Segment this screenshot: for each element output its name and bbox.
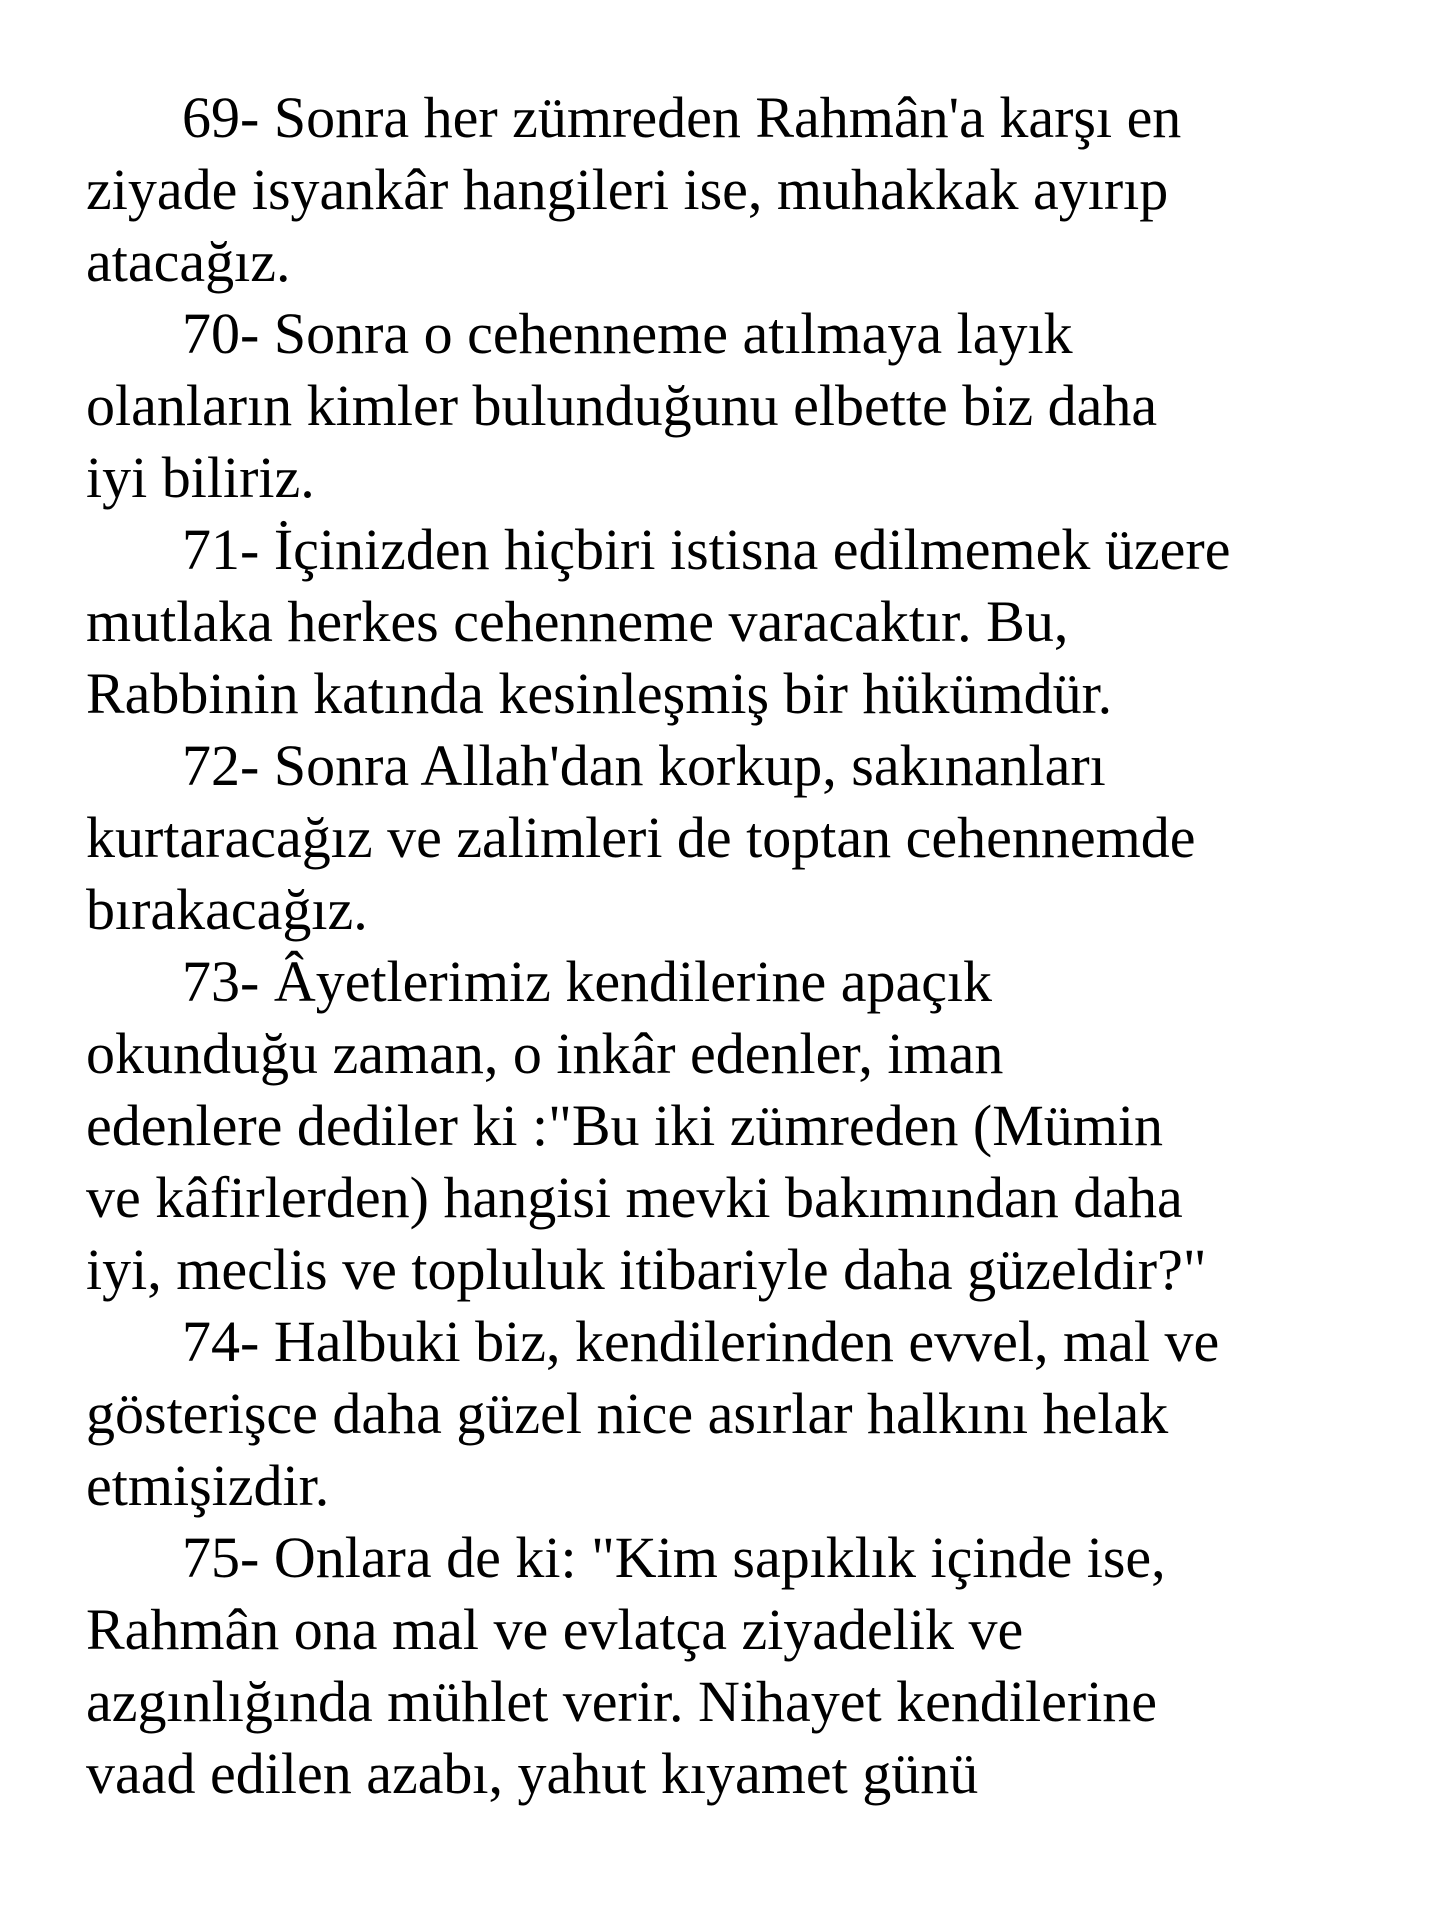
verse-line: kurtaracağız ve zalimleri de toptan cehennemde [86, 805, 1196, 870]
verse-line: Rahmân ona mal ve evlatça ziyadelik ve [86, 1597, 1024, 1662]
verse-line: etmişizdir. [86, 1453, 330, 1518]
document-page [86, 82, 1396, 1810]
verse-70 [86, 298, 1396, 514]
verse-75 [86, 1522, 1396, 1810]
verse-69 [86, 82, 1396, 298]
verse-71 [86, 514, 1396, 730]
verse-73 [86, 946, 1396, 1306]
verse-72 [86, 730, 1396, 946]
verse-line: Rabbinin katında kesinleşmiş bir hükümdür. [86, 661, 1113, 726]
verse-line: mutlaka herkes cehenneme varacaktır. Bu, [86, 589, 1069, 654]
verse-line: 75- Onlara de ki: "Kim sapıklık içinde ise, [182, 1525, 1166, 1590]
verse-line: 71- İçinizden hiçbiri istisna edilmemek üzere [182, 517, 1231, 582]
verse-line: edenlere dediler ki :"Bu iki zümreden (Mümin [86, 1093, 1164, 1158]
verse-line: 73- Âyetlerimiz kendilerine apaçık [182, 949, 993, 1014]
verse-line: okunduğu zaman, o inkâr edenler, iman [86, 1021, 1004, 1086]
verse-line: 72- Sonra Allah'dan korkup, sakınanları [182, 733, 1106, 798]
verse-line: iyi, meclis ve topluluk itibariyle daha güzeldir?" [86, 1237, 1207, 1302]
verse-line: bırakacağız. [86, 877, 368, 942]
verse-line: ve kâfirlerden) hangisi mevki bakımından daha [86, 1165, 1183, 1230]
verse-line: iyi biliriz. [86, 445, 315, 510]
verse-line: 74- Halbuki biz, kendilerinden evvel, mal ve [182, 1309, 1220, 1374]
verse-line: olanların kimler bulunduğunu elbette biz daha [86, 373, 1158, 438]
verse-line: ziyade isyankâr hangileri ise, muhakkak ayırıp [86, 157, 1169, 222]
verse-line: atacağız. [86, 229, 291, 294]
verse-line: gösterişce daha güzel nice asırlar halkını helak [86, 1381, 1169, 1446]
verse-line: azgınlığında mühlet verir. Nihayet kendilerine [86, 1669, 1158, 1734]
verse-line: 70- Sonra o cehenneme atılmaya layık [182, 301, 1073, 366]
verse-line: vaad edilen azabı, yahut kıyamet günü [86, 1741, 979, 1806]
verse-74 [86, 1306, 1396, 1522]
verse-line: 69- Sonra her zümreden Rahmân'a karşı en [182, 85, 1182, 150]
